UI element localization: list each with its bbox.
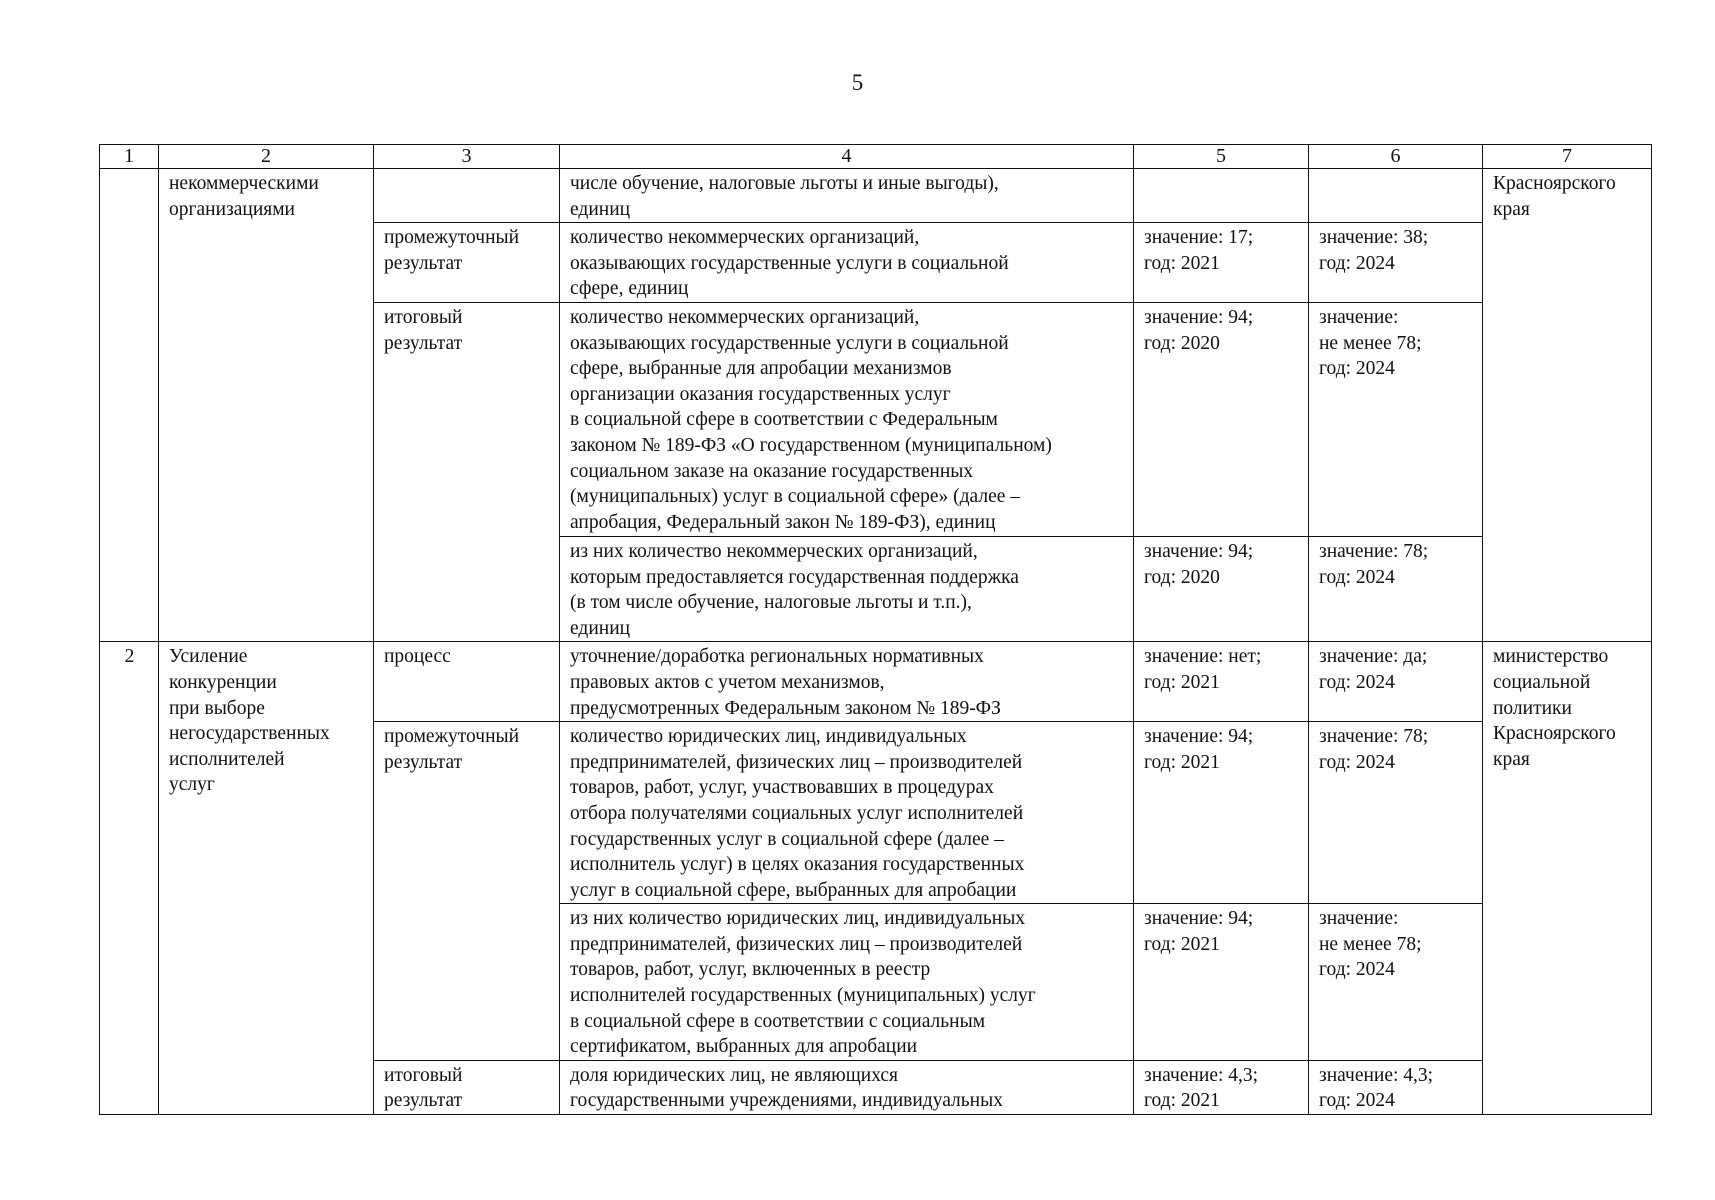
target-value-cell: значение: да; год: 2024	[1309, 642, 1483, 722]
target-value-cell: значение: 4,3; год: 2024	[1309, 1060, 1483, 1114]
indicator-cell: доля юридических лиц, не являющихся государственными учреждениями, индивидуальных	[560, 1060, 1134, 1114]
column-header: 5	[1134, 145, 1309, 169]
indicator-cell: числе обучение, налоговые льготы и иные выгоды), единиц	[560, 169, 1134, 223]
target-value-cell: значение: 78; год: 2024	[1309, 722, 1483, 904]
responsible-cell: министерство социальной политики Красноярского края	[1483, 642, 1652, 1115]
goal-cell: некоммерческими организациями	[159, 169, 374, 642]
target-value-cell	[1309, 169, 1483, 223]
target-value-cell: значение: не менее 78; год: 2024	[1309, 904, 1483, 1061]
result-type-cell: промежуточный результат	[374, 223, 560, 303]
column-header: 2	[159, 145, 374, 169]
base-value-cell: значение: 17; год: 2021	[1134, 223, 1309, 303]
row-number-cell: 2	[100, 642, 159, 1115]
goal-cell: Усиление конкуренции при выборе негосударственных исполнителей услуг	[159, 642, 374, 1115]
result-type-cell: итоговый результат	[374, 1060, 560, 1114]
page-number: 5	[851, 70, 864, 95]
target-value-cell: значение: 38; год: 2024	[1309, 223, 1483, 303]
result-type-cell	[374, 169, 560, 223]
column-header: 7	[1483, 145, 1652, 169]
table-row	[100, 642, 1652, 722]
base-value-cell: значение: 4,3; год: 2021	[1134, 1060, 1309, 1114]
base-value-cell: значение: 94; год: 2020	[1134, 302, 1309, 536]
column-header: 3	[374, 145, 560, 169]
table-row	[100, 169, 1652, 223]
column-header: 1	[100, 145, 159, 169]
target-value-cell: значение: не менее 78; год: 2024	[1309, 302, 1483, 536]
result-type-cell: итоговый результат	[374, 302, 560, 641]
base-value-cell: значение: нет; год: 2021	[1134, 642, 1309, 722]
responsible-cell: Красноярского края	[1483, 169, 1652, 642]
result-type-cell: процесс	[374, 642, 560, 722]
base-value-cell	[1134, 169, 1309, 223]
indicator-cell: из них количество юридических лиц, индивидуальных предпринимателей, физических лиц – производителей товаров, работ, услуг, включенных в реестр исполнителей государственных (муниципальных) услуг в социальной сфере в соответствии с социальным сертификатом, выбранных для апробации	[560, 904, 1134, 1061]
indicator-cell: количество некоммерческих организаций, оказывающих государственные услуги в социальной сфере, выбранные для апробации механизмов организации оказания государственных услуг в социальной сфере в соответствии с Федеральным законом № 189-ФЗ «О государственном (муниципальном) социальном заказе на оказание государственных (муниципальных) услуг в социальной сфере» (далее – апробация, Федеральный закон № 189-ФЗ), единиц	[560, 302, 1134, 536]
indicator-cell: из них количество некоммерческих организаций, которым предоставляется государственная поддержка (в том числе обучение, налоговые льготы и т.п.), единиц	[560, 536, 1134, 641]
base-value-cell: значение: 94; год: 2021	[1134, 722, 1309, 904]
indicator-cell: количество некоммерческих организаций, оказывающих государственные услуги в социальной сфере, единиц	[560, 223, 1134, 303]
indicator-cell: количество юридических лиц, индивидуальных предпринимателей, физических лиц – производителей товаров, работ, услуг, участвовавших в процедурах отбора получателями социальных услуг исполнителей государственных услуг в социальной сфере (далее – исполнитель услуг) в целях оказания государственных услуг в социальной сфере, выбранных для апробации	[560, 722, 1134, 904]
table-header-row	[100, 145, 1652, 169]
indicator-cell: уточнение/доработка региональных нормативных правовых актов с учетом механизмов, предусмотренных Федеральным законом № 189-ФЗ	[560, 642, 1134, 722]
result-type-cell: промежуточный результат	[374, 722, 560, 1061]
indicators-table	[99, 144, 1652, 1115]
row-number-cell	[100, 169, 159, 642]
column-header: 6	[1309, 145, 1483, 169]
base-value-cell: значение: 94; год: 2020	[1134, 536, 1309, 641]
column-header: 4	[560, 145, 1134, 169]
target-value-cell: значение: 78; год: 2024	[1309, 536, 1483, 641]
base-value-cell: значение: 94; год: 2021	[1134, 904, 1309, 1061]
